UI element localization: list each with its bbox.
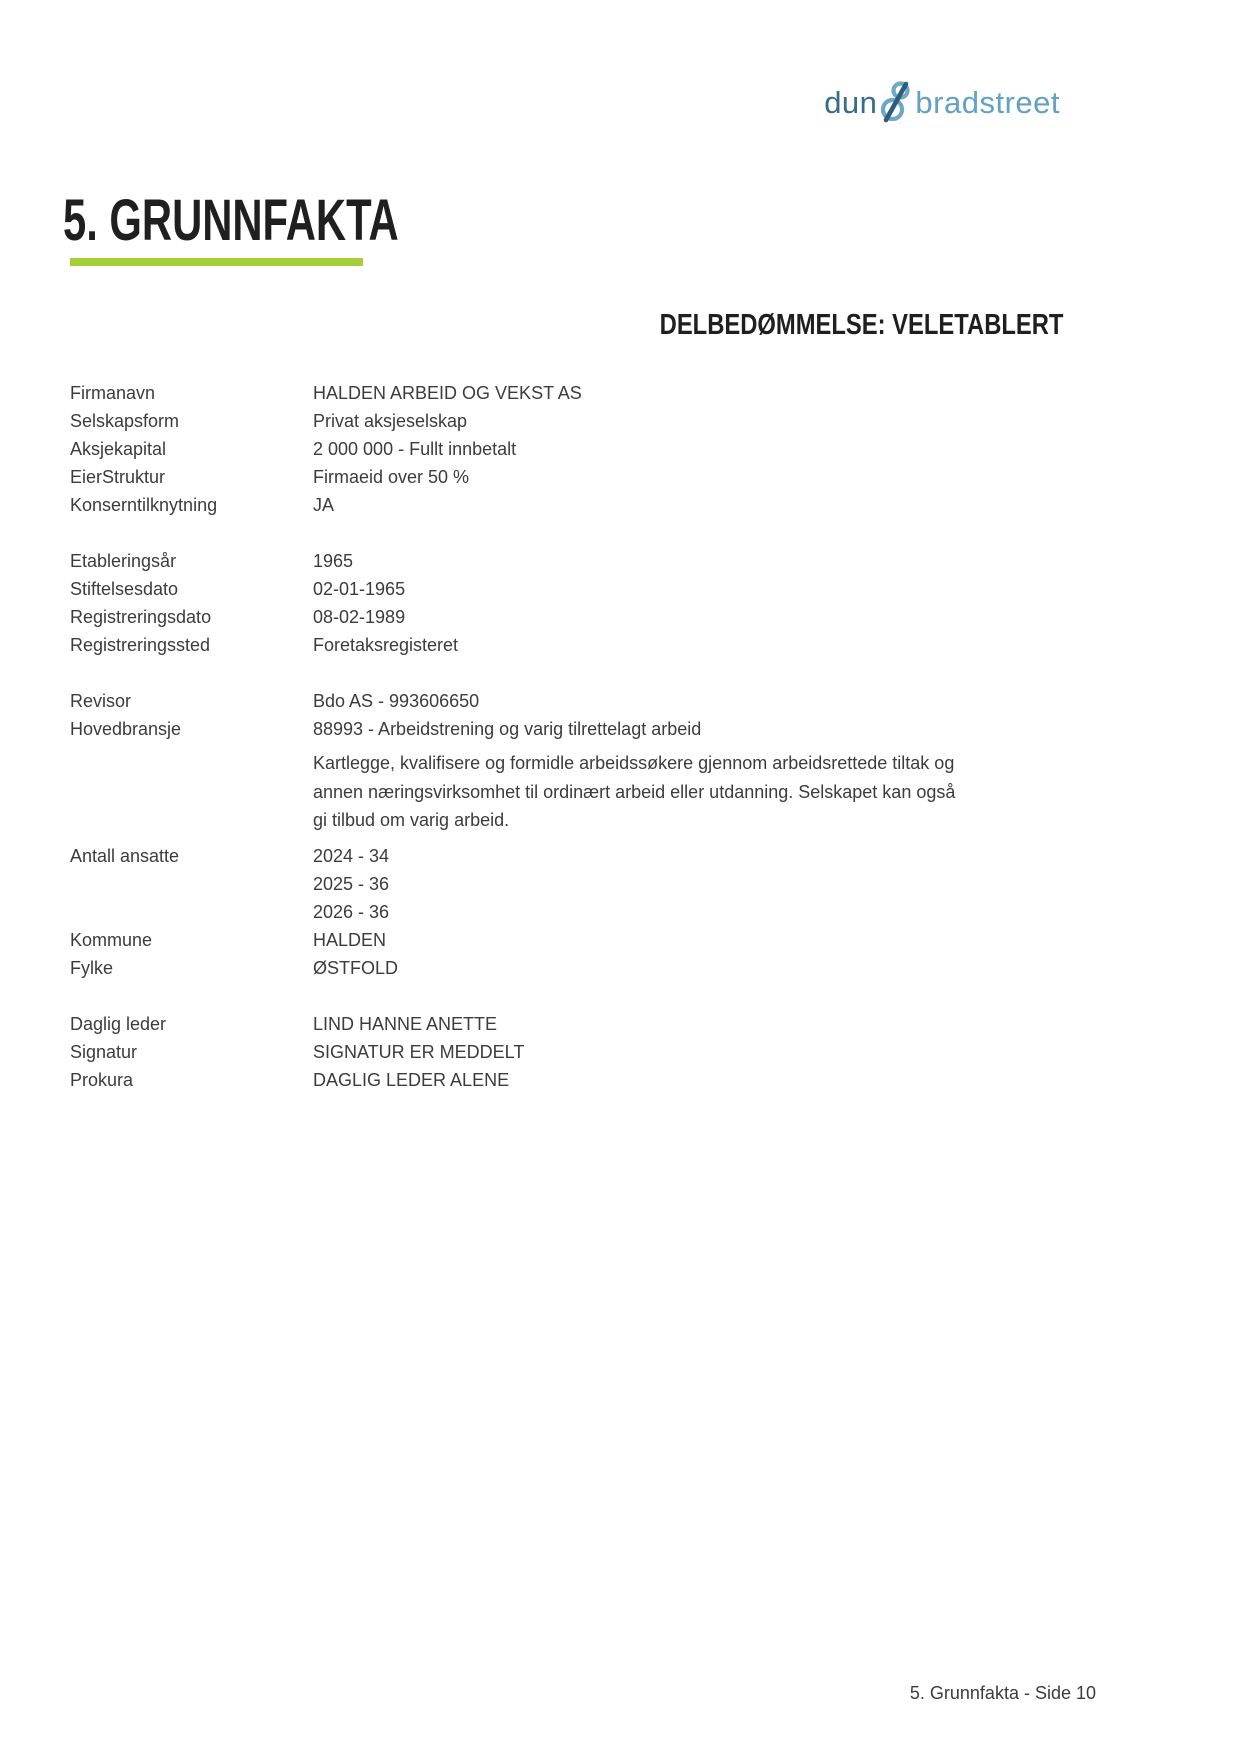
fact-row xyxy=(70,379,1070,407)
fact-value: DAGLIG LEDER ALENE xyxy=(313,1069,510,1090)
fact-value: HALDEN xyxy=(313,929,387,950)
fact-label: Selskapsform xyxy=(70,411,180,431)
fact-label: Signatur xyxy=(70,1041,138,1062)
fact-section-business xyxy=(70,687,1070,982)
fact-row xyxy=(70,435,1070,463)
fact-value: 2024 - 34 xyxy=(313,845,390,866)
fact-row xyxy=(70,1038,1070,1066)
fact-section-management xyxy=(70,1010,1070,1094)
fact-label xyxy=(70,898,313,926)
fact-value: Bdo AS - 993606650 xyxy=(313,691,480,711)
fact-row xyxy=(70,715,1070,743)
fact-row xyxy=(70,926,1070,954)
dun-and-bradstreet-logo xyxy=(824,78,1060,127)
fact-label: Fylke xyxy=(70,957,114,978)
fact-label: Revisor xyxy=(70,691,132,711)
fact-row xyxy=(70,687,1070,715)
fact-row xyxy=(70,954,1070,982)
fact-label: Daglig leder xyxy=(70,1013,167,1034)
fact-row xyxy=(70,547,1070,575)
fact-row xyxy=(70,842,1070,870)
fact-label: Kommune xyxy=(70,929,153,950)
fact-value: Firmaeid over 50 % xyxy=(313,467,470,487)
fact-label: Registreringssted xyxy=(70,635,211,655)
logo-text-dun: dun xyxy=(824,84,878,120)
assessment-heading: DELBEDØMMELSE: VELETABLERT xyxy=(659,309,1063,341)
fact-label xyxy=(70,870,313,898)
fact-row xyxy=(70,463,1070,491)
fact-label: Antall ansatte xyxy=(70,845,180,866)
fact-label: Hovedbransje xyxy=(70,719,182,739)
fact-sheet xyxy=(70,379,1070,1122)
business-description: Kartlegge, kvalifisere og formidle arbeidssøkere gjennom arbeidsrettede tiltak og annen næringsvirksomhet til ordinært arbeid eller utdanning. Selskapet kan også gi tilbud om varig arbeid. xyxy=(313,753,956,830)
fact-label: Konserntilknytning xyxy=(70,495,218,515)
fact-value: 02-01-1965 xyxy=(313,579,406,599)
fact-label: Firmanavn xyxy=(70,383,156,403)
page-footer: 5. Grunnfakta - Side 10 xyxy=(909,1683,1096,1703)
fact-value: 88993 - Arbeidstrening og varig tilrettelagt arbeid xyxy=(313,719,702,739)
fact-label: Registreringsdato xyxy=(70,607,212,627)
fact-value: 1965 xyxy=(313,551,354,571)
fact-section-company xyxy=(70,379,1070,519)
fact-row xyxy=(70,575,1070,603)
fact-label: EierStruktur xyxy=(70,467,166,487)
fact-value: Foretaksregisteret xyxy=(313,635,459,655)
page-title: 5. GRUNNFAKTA xyxy=(63,188,399,253)
fact-value: JA xyxy=(313,495,335,515)
fact-value: 2026 - 36 xyxy=(313,901,390,922)
fact-row xyxy=(70,631,1070,659)
fact-value: LIND HANNE ANETTE xyxy=(313,1013,498,1034)
fact-value: ØSTFOLD xyxy=(313,957,399,978)
fact-row xyxy=(70,1010,1070,1038)
fact-label: Aksjekapital xyxy=(70,439,167,459)
fact-section-registration xyxy=(70,547,1070,659)
fact-row xyxy=(70,870,1070,898)
fact-value: Privat aksjeselskap xyxy=(313,411,468,431)
fact-label: Etableringsår xyxy=(70,551,177,571)
fact-row xyxy=(70,407,1070,435)
fact-row xyxy=(70,603,1070,631)
fact-label: Prokura xyxy=(70,1069,134,1090)
logo-text-bradstreet: bradstreet xyxy=(915,84,1060,120)
ampersand-icon xyxy=(879,80,913,129)
title-accent-bar xyxy=(70,258,363,266)
fact-value: SIGNATUR ER MEDDELT xyxy=(313,1041,525,1062)
fact-value: 2025 - 36 xyxy=(313,873,390,894)
fact-row xyxy=(70,1066,1070,1094)
fact-label: Stiftelsesdato xyxy=(70,579,179,599)
fact-value: 08-02-1989 xyxy=(313,607,406,627)
fact-row xyxy=(70,898,1070,926)
fact-value: HALDEN ARBEID OG VEKST AS xyxy=(313,383,582,403)
fact-row xyxy=(70,491,1070,519)
fact-value: 2 000 000 - Fullt innbetalt xyxy=(313,439,517,459)
